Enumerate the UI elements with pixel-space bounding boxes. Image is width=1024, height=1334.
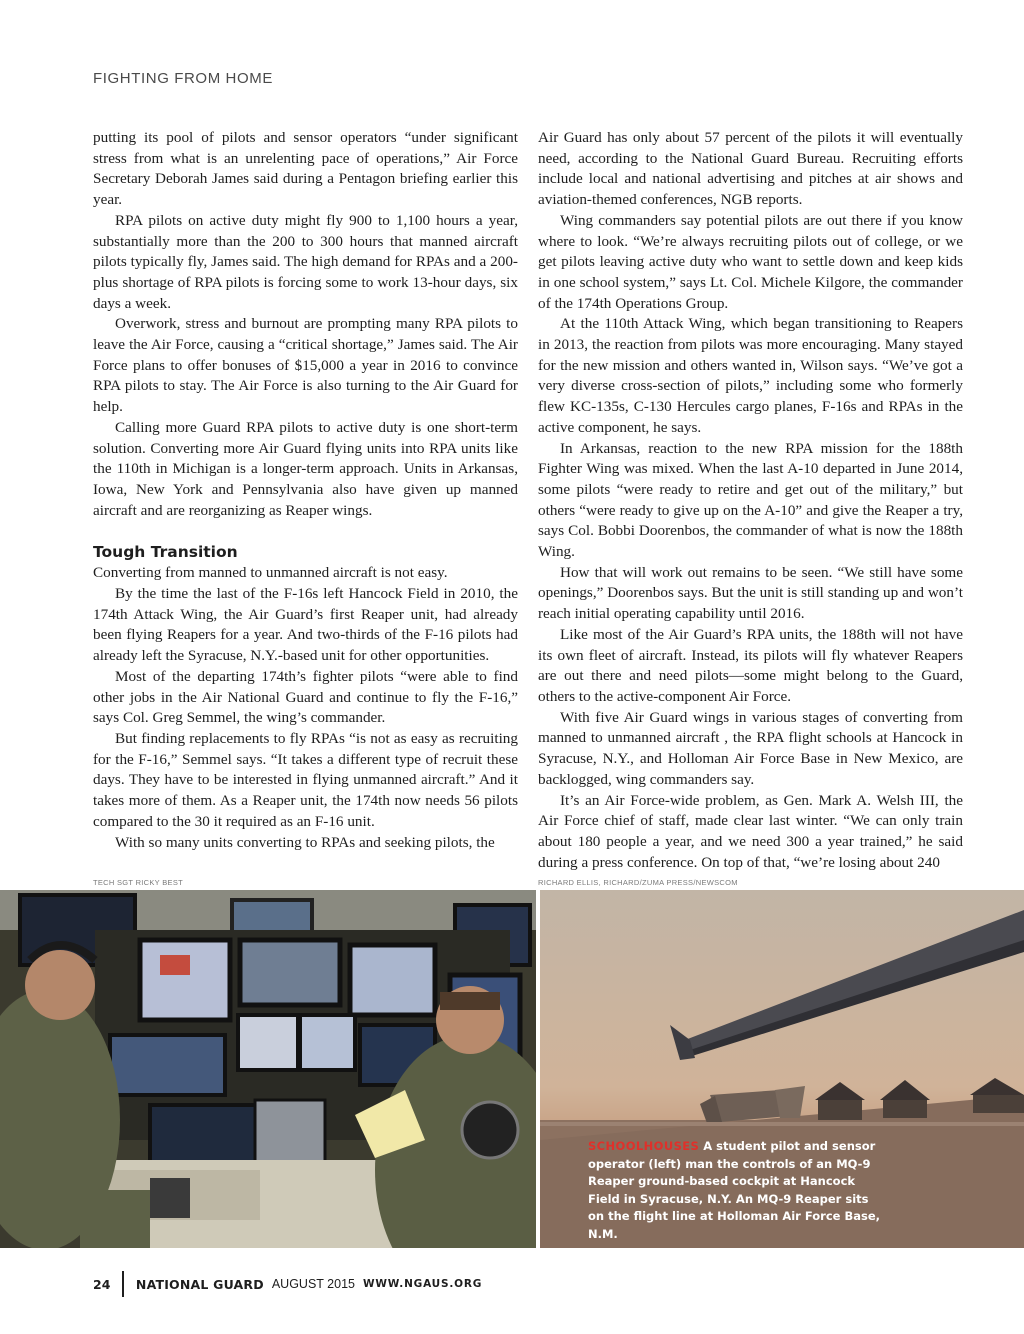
photo-caption [588, 1138, 888, 1243]
article-column-right [538, 128, 963, 873]
issue-date: AUGUST 2015 [271, 1277, 355, 1291]
article-column-left [93, 128, 518, 853]
cockpit-illustration [0, 890, 536, 1248]
paragraph: Overwork, stress and burnout are prompting many RPA pilots to leave the Air Force, causing a “critical shortage,” James said. The Air Force plans to offer bonuses of $15,000 a year in 2016 to convince RPA pilots to stay. The Air Force is also turning to the Air Guard for help. [93, 315, 518, 416]
subhead: Tough Transition [93, 543, 238, 562]
paragraph: With so many units converting to RPAs and seeking pilots, the [115, 833, 495, 851]
paragraph: It’s an Air Force-wide problem, as Gen. Mark A. Welsh III, the Air Force chief of staff, made clear last winter. “We can only train about 180 people a year, and we need 300 a year trained,” he said during a press conference. On top of that, “we’re losing about 240 [538, 791, 963, 871]
website-link[interactable]: WWW.NGAUS.ORG [363, 1278, 483, 1290]
paragraph: How that will work out remains to be seen. “We still have some openings,” Doorenbos says. But the unit is still standing up and won’t reach initial operating capability until 2016. [538, 563, 963, 623]
magazine-title: NATIONAL GUARD [135, 1276, 264, 1292]
paragraph: putting its pool of pilots and sensor operators “under significant stress from what is an unrelenting pace of operations,” Air Force Secretary Deborah James said during a Pentagon briefing earlier this year. [93, 129, 518, 209]
paragraph: RPA pilots on active duty might fly 900 to 1,100 hours a year, substantially more than the 200 to 300 hours that manned aircraft pilots typically fly, James said. The high demand for RPAs and a 200-plus shortage of RPA pilots is forcing some to work 13-hour days, six days a week. [93, 211, 518, 312]
paragraph: Like most of the Air Guard’s RPA units, the 188th will not have its own fleet of aircraft. Instead, its pilots will fly whatever Reapers are out there and need pilots—some might belong to the Guard, others to the active-component Air Force. [538, 625, 963, 705]
paragraph: In Arkansas, reaction to the new RPA mission for the 188th Fighter Wing was mixed. When the last A-10 departed in June 2014, some pilots “were ready to retire and get out of the military,” but others “were ready to give up on the A-10” and give the Reaper a try, says Col. Bobbi Doorenbos, the commander of what is now the 188th Wing. [538, 439, 963, 561]
paragraph: Air Guard has only about 57 percent of the pilots it will eventually need, according to the National Guard Bureau. Recruiting efforts include local and national advertising and pitches at air shows and aviation-themed conferences, NGB reports. [538, 129, 963, 209]
paragraph: Calling more Guard RPA pilots to active duty is one short-term solution. Converting more Air Guard flying units into RPA units like the 110th in Michigan is a longer-term approach. Units in Arkansas, Iowa, New York and Pennsylvania also have given up manned aircraft and are reorganizing as Reaper wings. [93, 418, 518, 519]
paragraph: But finding replacements to fly RPAs “is not as easy as recruiting for the F-16,” Semmel says. “It takes a different type of recruit these days. They have to be interested in flying unmanned aircraft.” And it takes more of them. As a Reaper unit, the 174th now needs 56 pilots compared to the 30 it required as an F-16 unit. [93, 729, 518, 830]
paragraph: With five Air Guard wings in various stages of converting from manned to unmanned aircraft , the RPA flight schools at Hancock in Syracuse, N.Y., and Holloman Air Force Base in New Mexico, are backlogged, wing commanders say. [538, 708, 963, 788]
section-header: FIGHTING FROM HOME [93, 70, 273, 87]
paragraph: By the time the last of the F-16s left Hancock Field in 2010, the 174th Attack Wing, the Air Guard’s first Reaper unit, had already been flying Reapers for a year. And two-thirds of the F-16 pilots had already left the Syracuse, N.Y.-based unit for other opportunities. [93, 585, 518, 665]
cockpit-photo [0, 890, 536, 1248]
caption-text: A student pilot and sensor operator (left) man the controls of an MQ-9 Reaper ground-based cockpit at Hancock Field in Syracuse, N.Y. An MQ-9 Reaper sits on the flight line at Holloman Air Force Base, N.M. [588, 1139, 880, 1241]
paragraph: At the 110th Attack Wing, which began transitioning to Reapers in 2013, the reaction from pilots was more encouraging. Many stayed for the new mission and others wanted in, Wilson says. “We’ve got a very diverse cross-section of pilots,” including some who formerly flew KC-135s, C-130 Hercules cargo planes, F-16s and RPAs in the active component, he says. [538, 315, 963, 436]
page-footer [93, 1270, 482, 1298]
paragraph: Most of the departing 174th’s fighter pilots “were able to find other jobs in the Air National Guard and continue to fly the F-16,” says Col. Greg Semmel, the wing’s commander. [93, 667, 518, 727]
caption-lead: SCHOOLHOUSES [588, 1139, 700, 1153]
photo-credit-left: TECH SGT RICKY BEST [93, 878, 184, 887]
paragraph: Wing commanders say potential pilots are out there if you know where to look. “We’re always recruiting pilots out of college, or we get pilots leaving active duty who want to settle down and keep kids in one school system,” says Lt. Col. Michele Kilgore, the commander of the 174th Operations Group. [538, 211, 963, 312]
photo-credit-right: RICHARD ELLIS, RICHARD/ZUMA PRESS/NEWSCOM [538, 878, 738, 887]
footer-divider [122, 1271, 124, 1297]
paragraph: Converting from manned to unmanned aircraft is not easy. [93, 564, 448, 582]
page-number: 24 [93, 1276, 111, 1292]
